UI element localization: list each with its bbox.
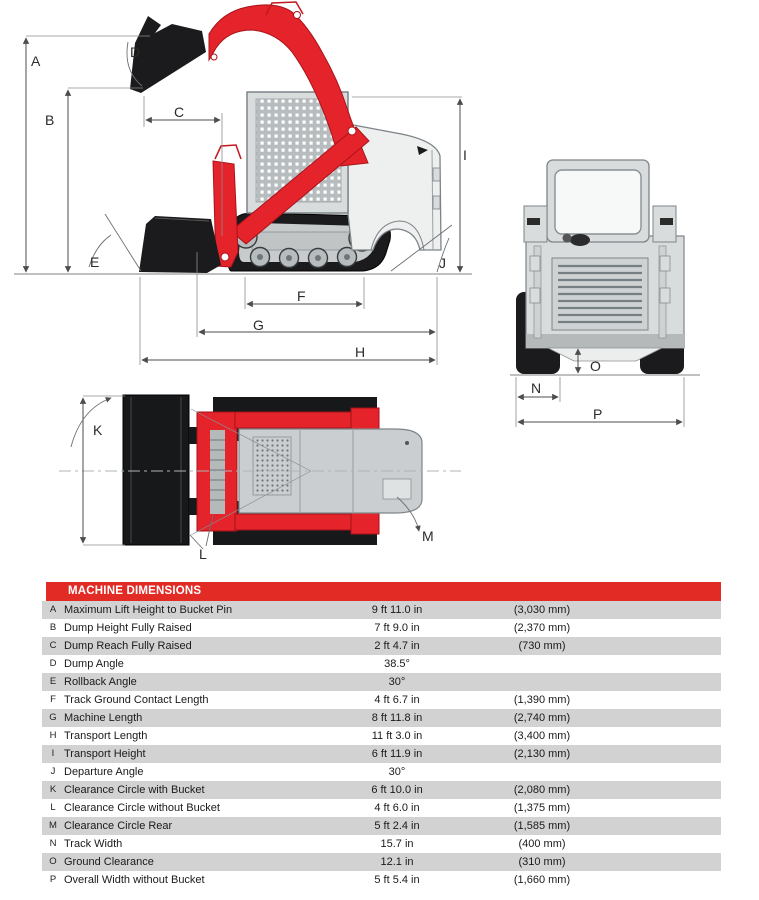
row-key: I xyxy=(51,748,55,759)
row-key: H xyxy=(49,730,57,741)
row-key: P xyxy=(49,874,57,885)
row-label: Clearance Circle Rear xyxy=(64,820,173,832)
row-imperial: 15.7 in xyxy=(380,838,414,850)
row-imperial: 5 ft 5.4 in xyxy=(374,874,420,886)
rear-view-machine xyxy=(516,160,684,374)
loader-arm-right xyxy=(235,514,363,530)
row-imperial: 30° xyxy=(388,676,406,688)
table-row xyxy=(42,727,721,745)
rear-window xyxy=(555,170,641,234)
row-imperial: 11 ft 3.0 in xyxy=(371,730,423,742)
machine-dimensions-table xyxy=(42,582,721,889)
cab-roof-mesh xyxy=(253,437,291,495)
table-row xyxy=(42,763,721,781)
row-label: Departure Angle xyxy=(64,766,144,778)
row-imperial: 7 ft 9.0 in xyxy=(374,622,420,634)
cab-rear xyxy=(547,160,649,242)
row-metric: (2,080 mm) xyxy=(513,784,571,796)
row-metric: (2,740 mm) xyxy=(513,712,571,724)
row-imperial: 30° xyxy=(388,766,406,778)
dim-label-g: G xyxy=(253,317,264,333)
row-label: Dump Reach Fully Raised xyxy=(64,640,192,652)
tail-light-right xyxy=(660,218,673,225)
table-row xyxy=(42,871,721,889)
dim-label-a: A xyxy=(31,53,41,69)
row-label: Transport Length xyxy=(64,730,148,742)
boom-handle-front xyxy=(215,145,241,159)
row-imperial: 6 ft 10.0 in xyxy=(371,784,423,796)
row-key: D xyxy=(49,658,57,669)
table-row xyxy=(42,655,721,673)
row-key: K xyxy=(49,784,57,795)
row-metric: (1,375 mm) xyxy=(513,802,571,814)
dim-label-o: O xyxy=(590,358,601,374)
table-row xyxy=(42,853,721,871)
row-key: A xyxy=(49,604,57,615)
row-imperial: 4 ft 6.7 in xyxy=(374,694,420,706)
row-label: Clearance Circle without Bucket xyxy=(64,802,220,814)
row-label: Transport Height xyxy=(64,748,146,760)
table-title: MACHINE DIMENSIONS xyxy=(68,585,202,597)
row-imperial: 9 ft 11.0 in xyxy=(371,604,423,616)
table-row xyxy=(42,835,721,853)
row-metric: (1,390 mm) xyxy=(513,694,571,706)
table-row xyxy=(42,601,721,619)
dim-label-c: C xyxy=(174,104,185,120)
row-key: M xyxy=(49,820,57,831)
dim-label-p: P xyxy=(593,406,603,422)
bucket-top-view xyxy=(123,395,199,545)
row-metric: (2,130 mm) xyxy=(513,748,571,760)
row-key: B xyxy=(49,622,57,633)
loader-arm-left xyxy=(235,412,363,428)
exhaust-icon xyxy=(570,234,590,246)
table-row xyxy=(42,691,721,709)
tail-light-left xyxy=(527,218,540,225)
table-row xyxy=(42,709,721,727)
dim-label-m: M xyxy=(422,528,434,544)
row-imperial: 38.5° xyxy=(384,658,410,670)
table-row xyxy=(42,673,721,691)
dim-label-l: L xyxy=(199,546,207,562)
row-label: Clearance Circle with Bucket xyxy=(64,784,205,796)
row-imperial: 5 ft 2.4 in xyxy=(374,820,420,832)
row-key: G xyxy=(49,712,57,723)
table-row xyxy=(42,619,721,637)
row-key: J xyxy=(50,766,56,777)
row-metric: (2,370 mm) xyxy=(513,622,571,634)
row-label: Rollback Angle xyxy=(64,676,137,688)
dim-label-d: D xyxy=(130,44,141,60)
dim-label-h: H xyxy=(355,344,366,360)
row-metric: (730 mm) xyxy=(518,640,566,652)
table-row xyxy=(42,817,721,835)
row-imperial: 8 ft 11.8 in xyxy=(371,712,423,724)
row-imperial: 2 ft 4.7 in xyxy=(374,640,420,652)
row-key: O xyxy=(49,856,57,867)
dim-label-b: B xyxy=(45,112,55,128)
row-key: N xyxy=(49,838,57,849)
row-imperial: 6 ft 11.9 in xyxy=(371,748,423,760)
row-metric: (3,030 mm) xyxy=(513,604,571,616)
rear-grille xyxy=(552,258,648,330)
row-imperial: 4 ft 6.0 in xyxy=(374,802,420,814)
row-label: Maximum Lift Height to Bucket Pin xyxy=(64,604,233,616)
row-metric: (310 mm) xyxy=(518,856,566,868)
dim-label-i: I xyxy=(463,147,467,163)
row-metric: (400 mm) xyxy=(518,838,566,850)
table-header xyxy=(46,582,721,601)
row-key: F xyxy=(50,694,56,705)
dim-label-e: E xyxy=(90,254,100,270)
dim-label-k: K xyxy=(93,422,103,438)
row-key: L xyxy=(50,802,56,813)
table-row xyxy=(42,781,721,799)
row-key: C xyxy=(49,640,57,651)
top-view-machine xyxy=(123,395,422,545)
bucket-lowered xyxy=(139,216,221,273)
row-label: Track Width xyxy=(64,838,123,850)
row-metric: (1,660 mm) xyxy=(513,874,571,886)
row-key: E xyxy=(49,676,57,687)
row-metric: (3,400 mm) xyxy=(513,730,571,742)
row-label: Track Ground Contact Length xyxy=(64,694,209,706)
row-metric: (1,585 mm) xyxy=(513,820,571,832)
side-view-machine xyxy=(130,2,441,273)
dim-label-j: J xyxy=(439,255,446,271)
row-label: Overall Width without Bucket xyxy=(64,874,205,886)
row-label: Ground Clearance xyxy=(64,856,154,868)
table-row xyxy=(42,799,721,817)
row-label: Machine Length xyxy=(64,712,143,724)
table-row xyxy=(42,637,721,655)
table-row xyxy=(42,745,721,763)
dim-label-n: N xyxy=(531,380,542,396)
row-label: Dump Angle xyxy=(64,658,124,670)
top-view-diagram xyxy=(55,383,465,573)
bucket-raised xyxy=(130,16,206,93)
row-imperial: 12.1 in xyxy=(380,856,414,868)
dim-label-f: F xyxy=(297,288,306,304)
row-label: Dump Height Fully Raised xyxy=(64,622,192,634)
rear-view-diagram xyxy=(490,130,720,430)
side-view-diagram xyxy=(0,0,480,380)
